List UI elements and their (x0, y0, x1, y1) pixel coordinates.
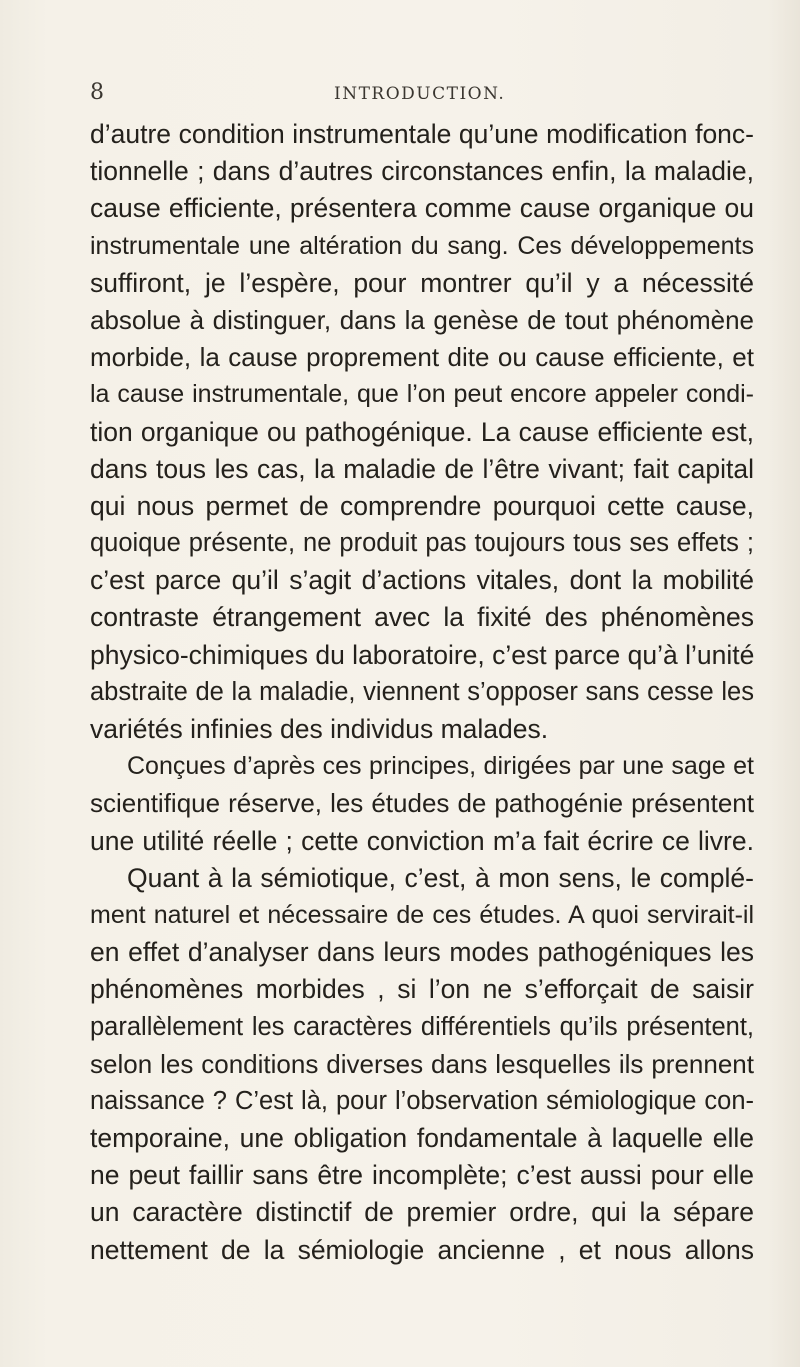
text-line: la cause instrumentale, que l’on peut encore appeler condi- (90, 380, 754, 409)
text-line: quoique présente, ne produit pas toujours tous ses effets ; (90, 529, 754, 558)
text-line: dans tous les cas, la maladie de l’être vivant; fait capital (90, 453, 754, 484)
text-line: abstraite de la maladie, viennent s’opposer sans cesse les (90, 677, 754, 706)
text-line: instrumentale une altération du sang. Ces développements (90, 231, 754, 260)
text-line: une utilité réelle ; cette conviction m’a fait écrire ce livre. (90, 825, 754, 856)
text-line: cause efficiente, présentera comme cause organique ou (90, 193, 754, 224)
text-line: ment naturel et nécessaire de ces études. A quoi servirait-il (90, 900, 754, 929)
text-line: tionnelle ; dans d’autres circonstances enfin, la maladie, (90, 156, 754, 187)
text-line: contraste étrangement avec la fixité des phénomènes (90, 602, 754, 633)
text-line: en effet d’analyser dans leurs modes pathogéniques les (90, 937, 754, 968)
text-line: ne peut faillir sans être incomplète; c’est aussi pour elle (90, 1160, 754, 1191)
text-line: qui nous permet de comprendre pourquoi cette cause, (90, 490, 754, 521)
text-line: tion organique ou pathogénique. La cause efficiente est, (90, 416, 754, 447)
running-title: INTRODUCTION. (334, 84, 506, 104)
text-line: scientifique réserve, les études de pathogénie présentent (90, 788, 754, 819)
running-header (90, 78, 750, 108)
body-text (90, 116, 754, 1269)
page-number: 8 (90, 80, 104, 105)
text-line: d’autre condition instrumentale qu’une modification fonc- (90, 119, 754, 149)
text-line: physico-chimiques du laboratoire, c’est parce qu’à l’unité (90, 639, 755, 670)
text-line: parallèlement les caractères différentiels qu’ils présentent, (90, 1012, 754, 1041)
text-line: phénomènes morbides , si l’on ne s’efforçait de saisir (90, 974, 754, 1005)
paragraph-first-line: Conçues d’après ces principes, dirigées par une sage et (127, 752, 754, 781)
paragraph-last-line: variétés infinies des individus malades. (90, 714, 549, 744)
text-line: temporaine, une obligation fondamentale à laquelle elle (90, 1123, 754, 1154)
text-line: un caractère distinctif de premier ordre, qui la sépare (90, 1197, 754, 1228)
text-line: suffiront, je l’espère, pour montrer qu’il y a nécessité (90, 267, 754, 298)
text-line: nettement de la sémiologie ancienne , et nous allons (90, 1234, 754, 1265)
text-line: selon les conditions diverses dans lesquelles ils prennent (90, 1048, 754, 1079)
text-line: naissance ? C’est là, pour l’observation sémiologique con- (90, 1086, 754, 1115)
paragraph-first-line: Quant à la sémiotique, c’est, à mon sens, le complé- (127, 862, 754, 893)
text-line: absolue à distinguer, dans la genèse de tout phénomène (90, 304, 754, 335)
text-line: morbide, la cause proprement dite ou cause efficiente, et (90, 342, 754, 373)
text-line: c’est parce qu’il s’agit d’actions vitales, dont la mobilité (90, 565, 754, 596)
